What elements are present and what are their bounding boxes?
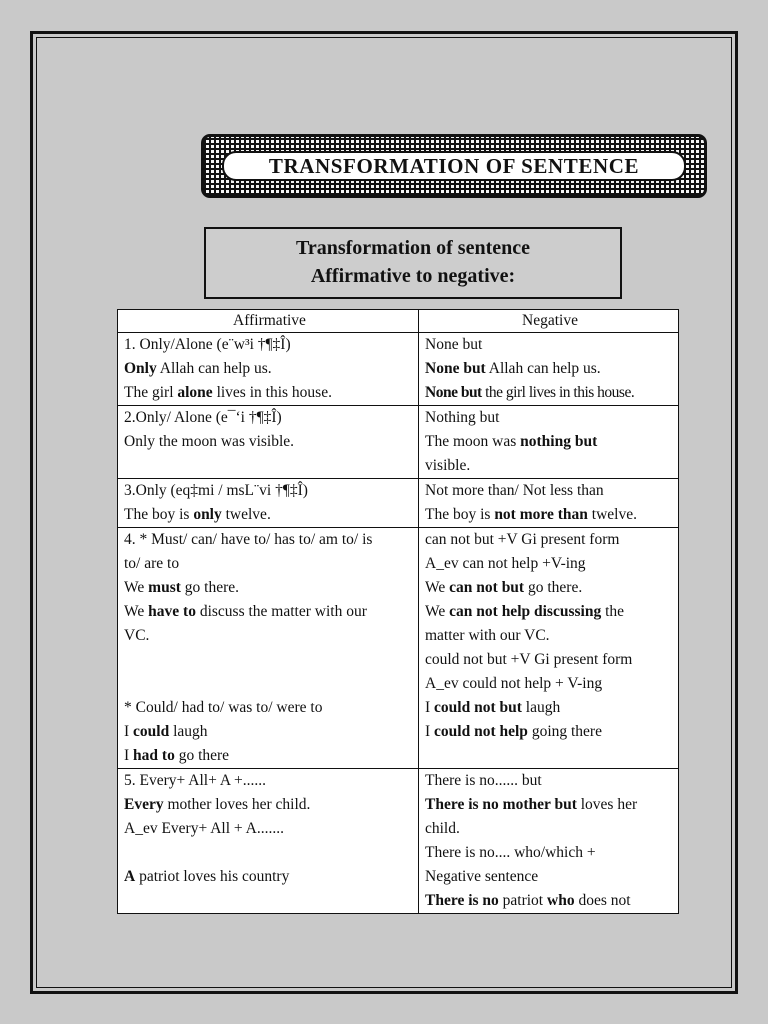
negative-cell: [419, 769, 679, 914]
rule-line: can not but +V Gi present form: [425, 531, 620, 548]
example-line: A patriot loves his country: [124, 868, 290, 885]
rule-line: None but: [425, 336, 483, 353]
spacer: [124, 889, 415, 913]
affirmative-cell: [118, 769, 419, 914]
rule-line: 5. Every+ All+ A +......: [124, 772, 267, 789]
negative-cell: [419, 479, 679, 528]
rule-line: 1. Only/Alone (e¨w³i †¶‡Î): [124, 336, 291, 353]
example-line: We can not help discussing the: [425, 603, 625, 620]
example-line: Every mother loves her child.: [124, 796, 311, 813]
example-line: child.: [425, 820, 460, 837]
table-header-row: [118, 310, 679, 333]
rule-line: A_ev Every+ All + A.......: [124, 820, 284, 837]
example-line: There is no patriot who does not: [425, 892, 631, 909]
example-line: Only the moon was visible.: [124, 433, 295, 450]
example-line: I could not but laugh: [425, 699, 561, 716]
example-line: matter with our VC.: [425, 627, 550, 644]
rule-line: There is no...... but: [425, 772, 542, 789]
rule-line: A_ev could not help + V-ing: [425, 675, 603, 692]
rule-line: could not but +V Gi present form: [425, 651, 633, 668]
affirmative-cell: [118, 333, 419, 406]
example-line: I could not help going there: [425, 723, 602, 740]
example-line: Only Allah can help us.: [124, 360, 272, 377]
rule-line: A_ev can not help +V-ing: [425, 555, 586, 572]
section-title-box: [204, 227, 622, 299]
banner-title: TRANSFORMATION OF SENTENCE: [222, 151, 686, 181]
title-banner: [201, 134, 707, 198]
example-line: I had to go there: [124, 747, 230, 764]
table-row: [118, 406, 679, 479]
example-line: The moon was nothing but: [425, 433, 598, 450]
header-negative: Negative: [419, 310, 679, 333]
table-row: [118, 769, 679, 914]
example-line: The boy is only twelve.: [124, 506, 271, 523]
section-subtitle: Affirmative to negative:: [310, 265, 516, 287]
rule-line: There is no.... who/which +: [425, 844, 596, 861]
rule-line: Not more than/ Not less than: [425, 482, 604, 499]
rule-line: 2.Only/ Alone (e¯‘i †¶‡Î): [124, 409, 282, 426]
rule-line: to/ are to: [124, 555, 180, 572]
table-row: [118, 528, 679, 769]
spacer: [124, 648, 415, 672]
rule-line: Negative sentence: [425, 868, 539, 885]
example-line: visible.: [425, 457, 471, 474]
transformation-table: [117, 309, 679, 914]
negative-cell: [419, 333, 679, 406]
negative-cell: [419, 528, 679, 769]
header-affirmative: Affirmative: [118, 310, 419, 333]
section-title: Transformation of sentence: [295, 237, 531, 259]
rule-line: 4. * Must/ can/ have to/ has to/ am to/ is: [124, 531, 373, 548]
affirmative-cell: [118, 479, 419, 528]
example-line: The girl alone lives in this house.: [124, 384, 332, 401]
spacer: [124, 841, 415, 865]
rule-line: 3.Only (eq‡mi / msL¨vi †¶‡Î): [124, 482, 308, 499]
affirmative-cell: [118, 528, 419, 769]
negative-cell: [419, 406, 679, 479]
affirmative-cell: [118, 406, 419, 479]
example-line: The boy is not more than twelve.: [425, 506, 637, 523]
example-line: There is no mother but loves her: [425, 796, 638, 813]
rule-line: Nothing but: [425, 409, 500, 426]
table-row: [118, 479, 679, 528]
example-line: We must go there.: [124, 579, 239, 596]
example-line: None but Allah can help us.: [425, 360, 601, 377]
example-line: I could laugh: [124, 723, 208, 740]
rule-line: * Could/ had to/ was to/ were to: [124, 699, 323, 716]
example-line: We can not but go there.: [425, 579, 583, 596]
example-line: VC.: [124, 627, 150, 644]
table-row: [118, 333, 679, 406]
spacer: [124, 672, 415, 696]
example-line: None but the girl lives in this house.: [425, 384, 635, 401]
example-line: We have to discuss the matter with our: [124, 603, 367, 620]
